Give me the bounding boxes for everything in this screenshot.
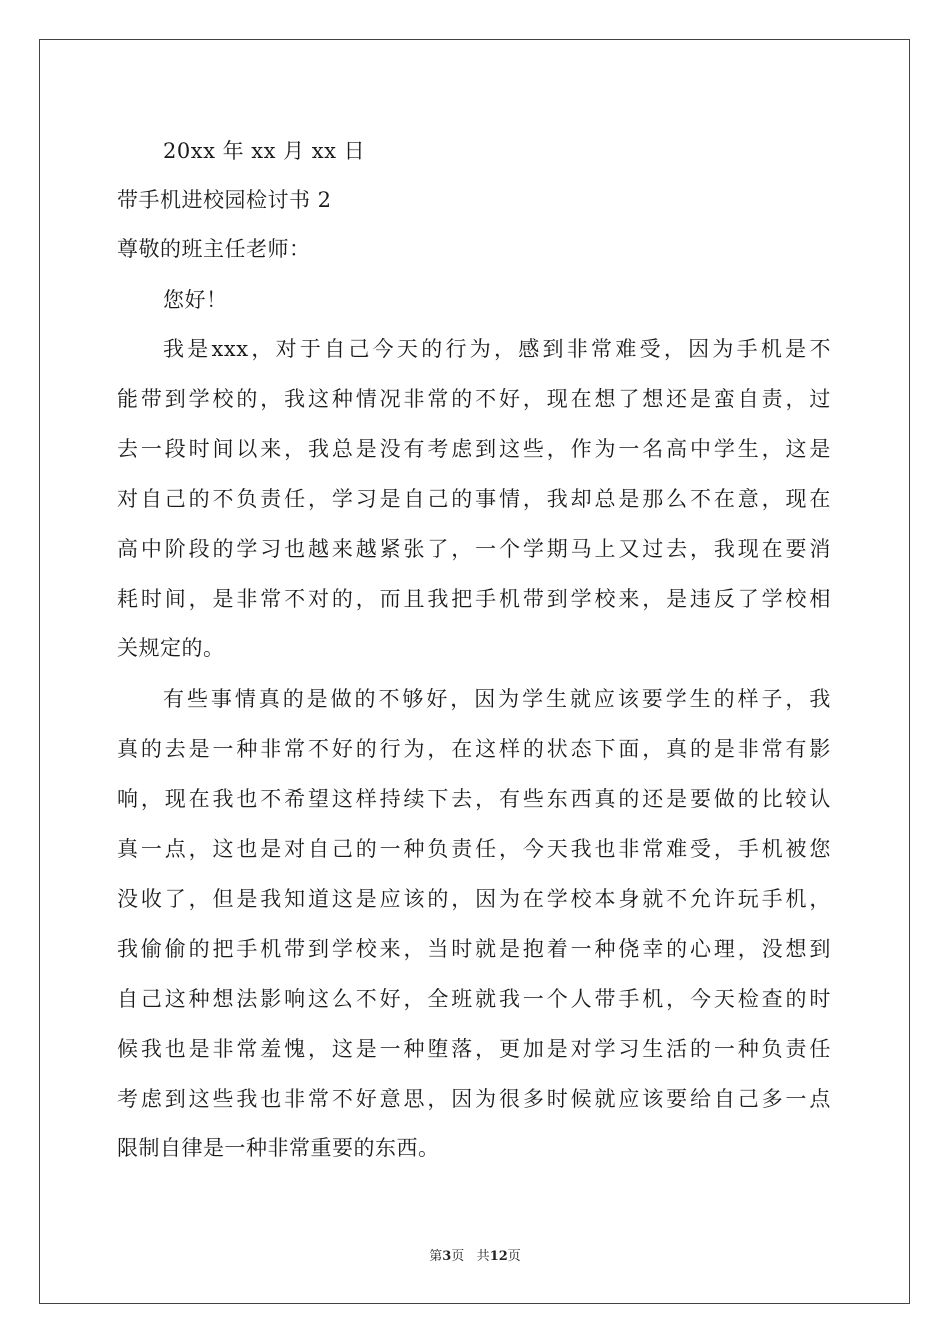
paragraph2-line: 候 我 也 是 非 常 羞 愧 ， 这 是 一 种 堕 落 ， 更 加 是 对 学 习 生 活 的 一 种 负 责 任	[117, 1037, 831, 1061]
footer-page-suffix: 页	[451, 1249, 465, 1264]
paragraph1-line: 对 自 己 的 不 负 责 任 ， 学 习 是 自 己 的 事 情 ， 我 却 总 是 那 么 不 在 意 ， 现 在	[117, 487, 831, 511]
footer-total-number: 12	[489, 1249, 508, 1264]
footer-total-prefix: 共	[476, 1249, 490, 1264]
footer-page-prefix: 第	[429, 1249, 443, 1264]
footer-total-suffix: 页	[507, 1249, 521, 1264]
paragraph2-line: 真 的 去 是 一 种 非 常 不 好 的 行 为 ， 在 这 样 的 状 态 下 面 ， 真 的 是 非 常 有 影	[117, 737, 831, 761]
greeting: 您好！	[163, 288, 228, 312]
paragraph2-line-last: 限制自律是一种非常重要的东西。	[117, 1136, 440, 1160]
paragraph2-line: 真 一 点 ， 这 也 是 对 自 己 的 一 种 负 责 任 ， 今 天 我 也 非 常 难 受 ， 手 机 被 您	[117, 837, 831, 861]
salutation: 尊敬的班主任老师：	[117, 237, 311, 261]
page-footer	[0, 1249, 950, 1265]
paragraph2-line: 响 ， 现 在 我 也 不 希 望 这 样 持 续 下 去 ， 有 些 东 西 真 的 还 是 要 做 的 比 较 认	[117, 787, 831, 811]
paragraph1-line-last: 关规定的。	[117, 636, 225, 660]
paragraph2-line: 我 偷 偷 的 把 手 机 带 到 学 校 来 ， 当 时 就 是 抱 着 一 种 侥 幸 的 心 理 ， 没 想 到	[117, 937, 831, 961]
paragraph2-line: 没 收 了 ， 但 是 我 知 道 这 是 应 该 的 ， 因 为 在 学 校 本 身 就 不 允 许 玩 手 机 ，	[117, 887, 831, 911]
paragraph1-line: 耗 时 间 ， 是 非 常 不 对 的 ， 而 且 我 把 手 机 带 到 学 校 来 ， 是 违 反 了 学 校 相	[117, 587, 831, 611]
paragraph1-line: 我 是 xxx ， 对 于 自 己 今 天 的 行 为 ， 感 到 非 常 难 受 ， 因 为 手 机 是 不	[163, 337, 831, 361]
paragraph1-line: 高 中 阶 段 的 学 习 也 越 来 越 紧 张 了 ， 一 个 学 期 马 上 又 过 去 ， 我 现 在 要 消	[117, 537, 831, 561]
paragraph2-line: 考 虑 到 这 些 我 也 非 常 不 好 意 思 ， 因 为 很 多 时 候 就 应 该 要 给 自 己 多 一 点	[117, 1087, 831, 1111]
page-border	[39, 39, 910, 1304]
paragraph2-line: 自 己 这 种 想 法 影 响 这 么 不 好 ， 全 班 就 我 一 个 人 带 手 机 ， 今 天 检 查 的 时	[117, 987, 831, 1011]
paragraph1-line: 去 一 段 时 间 以 来 ， 我 总 是 没 有 考 虑 到 这 些 ， 作 为 一 名 高 中 学 生 ， 这 是	[117, 437, 831, 461]
paragraph1-line: 能 带 到 学 校 的 ， 我 这 种 情 况 非 常 的 不 好 ， 现 在 想 了 想 还 是 蛮 自 责 ， 过	[117, 387, 831, 411]
document-date: 20xx 年 xx 月 xx 日	[163, 139, 366, 163]
paragraph2-line: 有 些 事 情 真 的 是 做 的 不 够 好 ， 因 为 学 生 就 应 该 要 学 生 的 样 子 ， 我	[163, 687, 831, 711]
document-title: 带手机进校园检讨书 2	[117, 188, 332, 212]
footer-page-number: 3	[442, 1249, 452, 1264]
